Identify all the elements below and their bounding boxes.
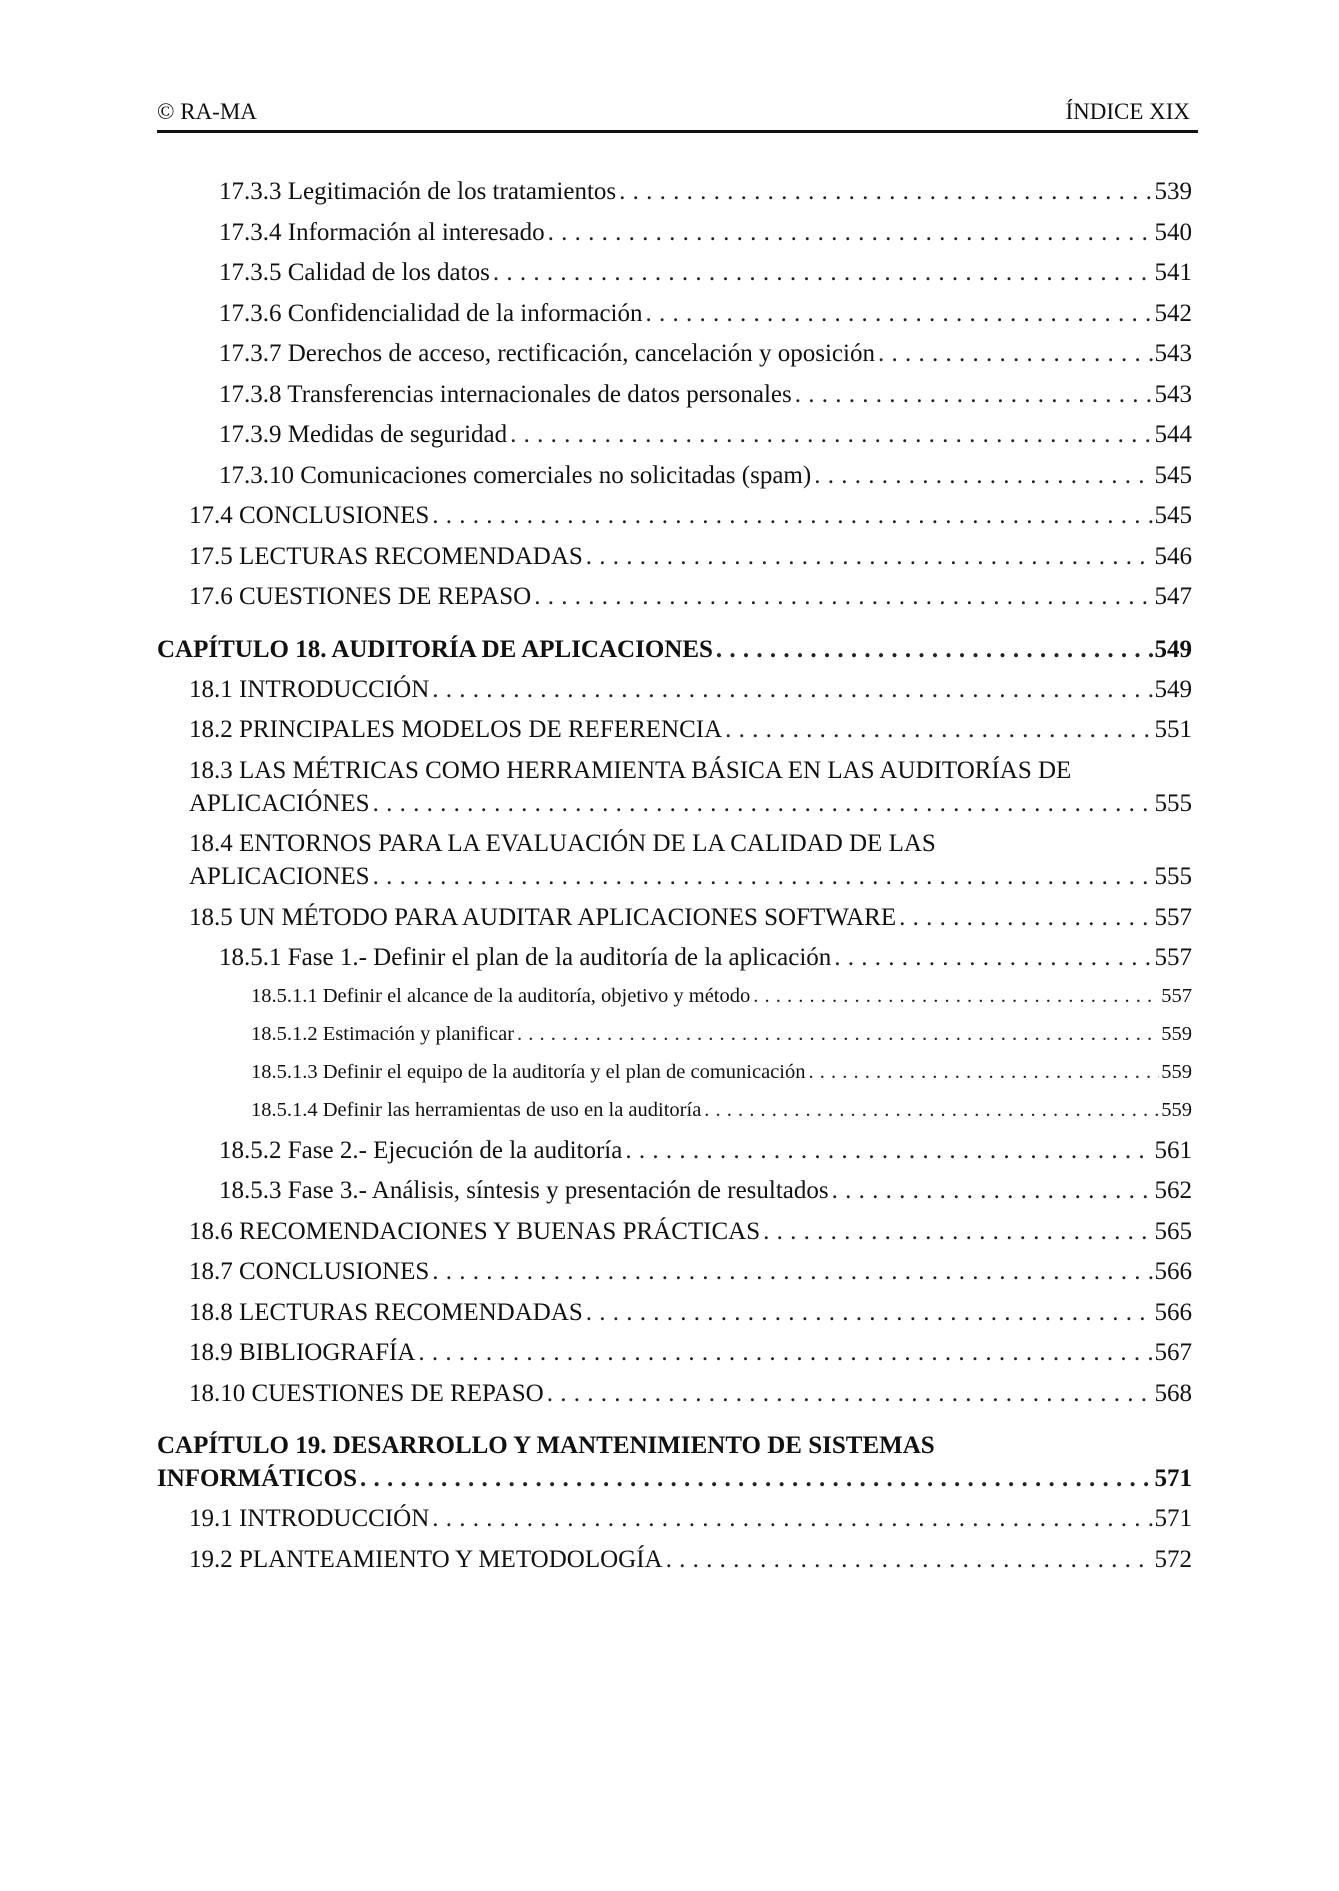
toc-entry-page: 544 <box>1154 421 1192 448</box>
toc-entry-page: 551 <box>1154 716 1192 743</box>
toc-entry[interactable] <box>157 676 1192 717</box>
dot-leader <box>517 1023 1159 1046</box>
toc-entry-page: 555 <box>1154 789 1192 817</box>
toc-entry-title: 18.5.1.3 Definir el equipo de la auditoría y el plan de comunicación <box>251 1060 806 1083</box>
toc-entry-line1[interactable] <box>157 830 1192 863</box>
dot-leader <box>646 300 1153 328</box>
chapter-title: CAPÍTULO 19. DESARROLLO Y MANTENIMIENTO DE SISTEMAS <box>157 1432 935 1459</box>
dot-leader <box>704 1099 1159 1122</box>
dot-leader <box>763 1218 1152 1246</box>
toc-entry-page: 571 <box>1154 1505 1192 1532</box>
toc-entry-page: 541 <box>1154 259 1192 286</box>
toc-entry[interactable] <box>157 583 1192 624</box>
dot-leader <box>899 904 1152 932</box>
dot-leader <box>834 944 1152 972</box>
dot-leader <box>548 219 1153 247</box>
toc-entry-title: 18.8 LECTURAS RECOMENDADAS <box>189 1298 583 1326</box>
chapter-heading-line2[interactable] <box>157 1465 1192 1505</box>
toc-entry-page: 565 <box>1154 1217 1192 1245</box>
toc-entry-line2[interactable] <box>157 863 1192 904</box>
toc-entry-title: 17.6 CUESTIONES DE REPASO <box>189 583 532 610</box>
toc-entry[interactable] <box>157 300 1192 341</box>
dot-leader <box>432 1258 1152 1286</box>
toc-entry[interactable] <box>157 1258 1192 1299</box>
toc-entry-page: 559 <box>1161 1060 1192 1083</box>
dot-leader <box>666 1546 1153 1574</box>
toc-entry-title: 17.3.6 Confidencialidad de la información <box>219 299 643 327</box>
toc-entry-page: 567 <box>1154 1339 1192 1366</box>
dot-leader <box>547 1380 1153 1408</box>
toc-entry[interactable] <box>157 1339 1192 1380</box>
toc-entry-title: 18.1 INTRODUCCIÓN <box>189 675 430 703</box>
dot-leader <box>814 462 1152 490</box>
toc-entry-title: APLICACIÓNES <box>189 789 370 817</box>
chapter-heading-line1[interactable] <box>157 1432 1192 1465</box>
toc-entry[interactable] <box>157 985 1192 1023</box>
toc-entry-title: 17.3.9 Medidas de seguridad <box>219 421 508 448</box>
dot-leader <box>586 543 1153 571</box>
dot-leader <box>625 1137 1152 1165</box>
toc-entry-page: 539 <box>1154 178 1192 205</box>
dot-leader <box>832 1177 1153 1205</box>
toc-entry-title: 18.9 BIBLIOGRAFÍA <box>189 1339 416 1366</box>
toc-entry-title: 18.7 CONCLUSIONES <box>189 1258 430 1285</box>
running-header <box>157 98 1198 133</box>
toc-entry-title: 19.2 PLANTEAMIENTO Y METODOLOGÍA <box>189 1545 663 1573</box>
toc-entry[interactable] <box>157 178 1192 219</box>
dot-leader <box>795 381 1153 409</box>
toc-entry[interactable] <box>157 1099 1192 1137</box>
toc-entry-title: 18.5.3 Fase 3.- Análisis, síntesis y presentación de resultados <box>219 1177 829 1204</box>
toc-entry[interactable] <box>157 1137 1192 1178</box>
toc-entry-title: 18.5.1.2 Estimación y planificar <box>251 1022 515 1045</box>
dot-leader <box>808 1061 1159 1084</box>
dot-leader <box>432 502 1152 530</box>
dot-leader <box>510 421 1152 449</box>
toc-entry-page: 566 <box>1154 1298 1192 1326</box>
toc-entry[interactable] <box>157 462 1192 503</box>
toc-entry-title: 18.6 RECOMENDACIONES Y BUENAS PRÁCTICAS <box>189 1217 761 1245</box>
toc-entry-title: 17.4 CONCLUSIONES <box>189 502 430 529</box>
toc-entry-page: 543 <box>1154 340 1192 367</box>
toc-entry-title: 17.3.8 Transferencias internacionales de datos personales <box>219 380 792 408</box>
chapter-page: 571 <box>1154 1465 1192 1492</box>
toc-entry[interactable] <box>157 1218 1192 1259</box>
toc-entry-page: 547 <box>1154 583 1192 610</box>
toc-entry[interactable] <box>157 1546 1192 1587</box>
chapter-page: 549 <box>1154 635 1192 663</box>
toc-entry-page: 555 <box>1154 863 1192 890</box>
toc-entry-page: 543 <box>1154 380 1192 408</box>
toc-entry-title: 17.3.3 Legitimación de los tratamientos <box>219 178 617 205</box>
dot-leader <box>373 790 1153 818</box>
toc-entry-page: 562 <box>1154 1177 1192 1204</box>
publisher-mark: © RA-MA <box>157 99 257 124</box>
toc-entry-title: 17.3.5 Calidad de los datos <box>219 259 490 286</box>
toc-entry-title: 18.5 UN MÉTODO PARA AUDITAR APLICACIONES SOFTWARE <box>189 903 897 931</box>
toc-entry-page: 540 <box>1154 218 1192 246</box>
dot-leader <box>586 1299 1153 1327</box>
toc-entry-page: 572 <box>1154 1545 1192 1573</box>
page-title: ÍNDICE XIX <box>1065 99 1190 124</box>
dot-leader <box>432 676 1152 704</box>
dot-leader <box>534 583 1152 611</box>
toc-entry-page: 568 <box>1154 1379 1192 1407</box>
dot-leader <box>753 985 1159 1008</box>
chapter-title: INFORMÁTICOS <box>157 1465 358 1492</box>
dot-leader <box>619 178 1152 206</box>
toc-entry-title: 18.5.2 Fase 2.- Ejecución de la auditoría <box>219 1136 623 1164</box>
toc-entry-page: 542 <box>1154 299 1192 327</box>
toc-entry-title: 18.5.1 Fase 1.- Definir el plan de la auditoría de la aplicación <box>219 944 832 971</box>
chapter-title: CAPÍTULO 18. AUDITORÍA DE APLICACIONES <box>157 635 713 663</box>
toc-entry-title: 17.3.4 Información al interesado <box>219 218 545 246</box>
toc-entry-page: 545 <box>1154 502 1192 529</box>
dot-leader <box>360 1465 1152 1493</box>
toc-entry-line2[interactable] <box>157 790 1192 831</box>
toc-entry[interactable] <box>157 340 1192 381</box>
toc-entry-page: 557 <box>1161 984 1192 1007</box>
toc-entry[interactable] <box>157 421 1192 462</box>
toc-entry-page: 557 <box>1154 903 1192 931</box>
toc-entry[interactable] <box>157 1299 1192 1340</box>
toc-entry-page: 549 <box>1154 675 1192 703</box>
toc-entry-title: APLICACIONES <box>189 863 370 890</box>
toc-entry[interactable] <box>157 904 1192 945</box>
toc-entry[interactable] <box>157 502 1192 543</box>
toc-entry-line1[interactable] <box>157 757 1192 790</box>
toc-entry-page: 557 <box>1154 944 1192 971</box>
toc-entry[interactable] <box>157 543 1192 584</box>
toc-entry[interactable] <box>157 1023 1192 1061</box>
toc-entry[interactable] <box>157 716 1192 757</box>
toc-entry[interactable] <box>157 1061 1192 1099</box>
toc-entry-page: 546 <box>1154 542 1192 570</box>
dot-leader <box>716 636 1153 664</box>
toc-entry-title: 18.3 LAS MÉTRICAS COMO HERRAMIENTA BÁSICA EN LAS AUDITORÍAS DE <box>189 756 1072 784</box>
toc-entry-title: 19.1 INTRODUCCIÓN <box>189 1505 430 1532</box>
dot-leader <box>373 863 1153 891</box>
table-of-contents <box>157 178 1192 1586</box>
toc-entry-title: 17.3.10 Comunicaciones comerciales no solicitadas (spam) <box>219 461 812 489</box>
toc-entry-title: 18.2 PRINCIPALES MODELOS DE REFERENCIA <box>189 716 723 743</box>
toc-entry[interactable] <box>157 259 1192 300</box>
toc-entry[interactable] <box>157 1177 1192 1218</box>
toc-entry[interactable] <box>157 944 1192 985</box>
toc-entry-title: 18.5.1.4 Definir las herramientas de uso en la auditoría <box>251 1098 702 1121</box>
dot-leader <box>725 716 1152 744</box>
toc-entry[interactable] <box>157 1380 1192 1421</box>
toc-entry-title: 17.3.7 Derechos de acceso, rectificación, cancelación y oposición <box>219 340 875 367</box>
toc-entry[interactable] <box>157 219 1192 260</box>
dot-leader <box>493 259 1153 287</box>
toc-entry-page: 561 <box>1154 1136 1192 1164</box>
dot-leader <box>432 1505 1152 1533</box>
toc-entry[interactable] <box>157 1505 1192 1546</box>
toc-entry-title: 18.5.1.1 Definir el alcance de la auditoría, objetivo y método <box>251 984 751 1007</box>
dot-leader <box>878 340 1153 368</box>
toc-entry-title: 18.10 CUESTIONES DE REPASO <box>189 1379 544 1407</box>
toc-entry[interactable] <box>157 381 1192 422</box>
toc-entry-page: 566 <box>1154 1258 1192 1285</box>
toc-entry-title: 18.4 ENTORNOS PARA LA EVALUACIÓN DE LA CALIDAD DE LAS <box>189 830 936 857</box>
toc-entry-page: 559 <box>1161 1098 1192 1121</box>
toc-entry-page: 559 <box>1161 1022 1192 1045</box>
toc-entry-page: 545 <box>1154 461 1192 489</box>
toc-entry-title: 17.5 LECTURAS RECOMENDADAS <box>189 542 583 570</box>
chapter-heading[interactable] <box>157 636 1192 676</box>
dot-leader <box>418 1339 1152 1367</box>
